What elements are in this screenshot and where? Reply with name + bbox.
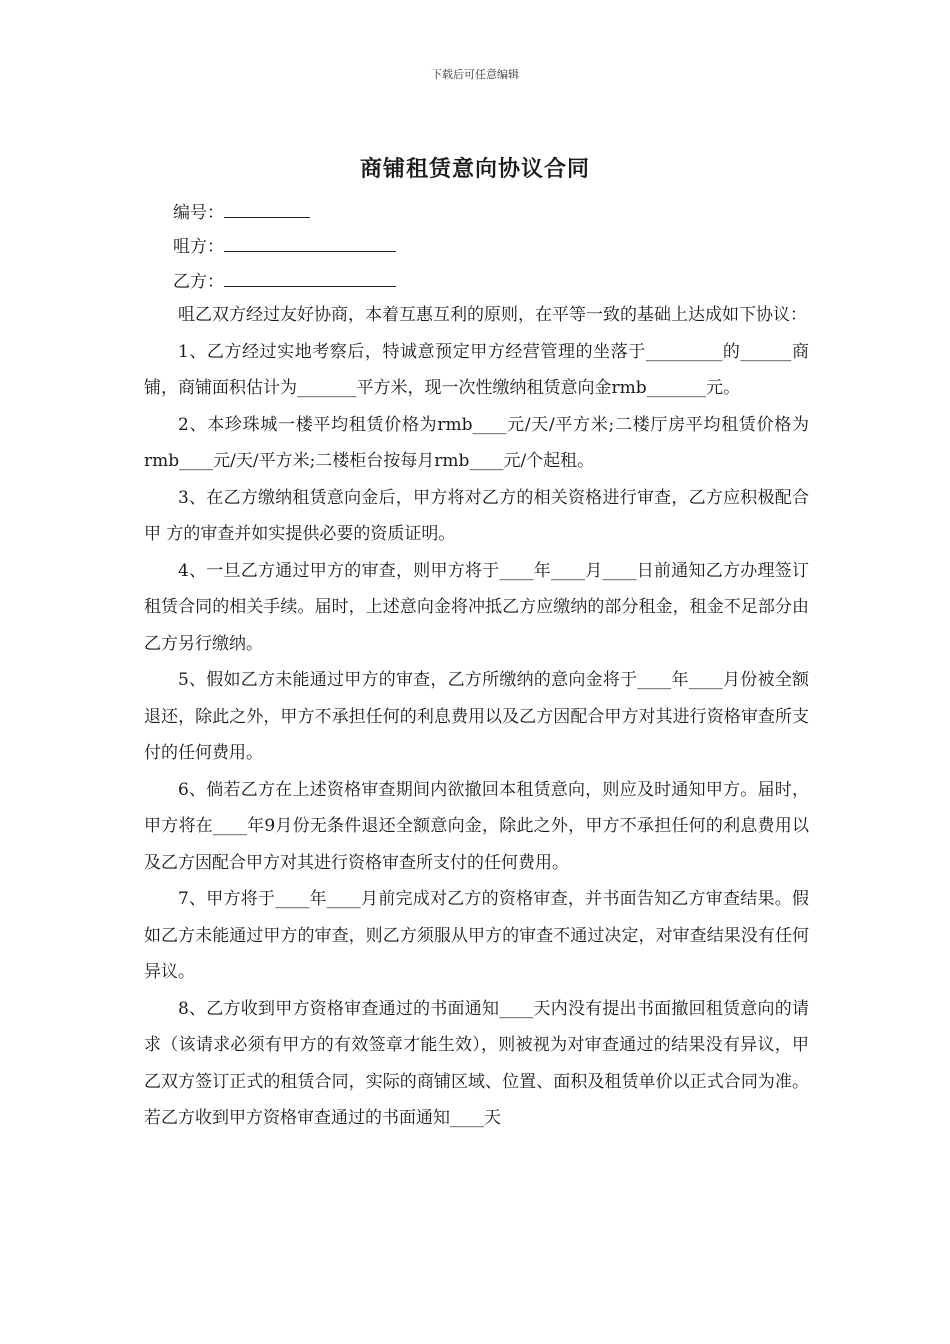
contract-body [144,297,809,1137]
document-title: 商铺租赁意向协议合同 [359,156,590,182]
party-a-field [173,235,396,258]
contract-number-field [173,201,310,224]
clause-2: 2、本珍珠城一楼平均租赁价格为rmb____元/天/平方米;二楼厅房平均租赁价格为rmb____元/天/平方米;二楼柜台按每月rmb____元/个起租。 [144,414,809,471]
clause-6: 6、倘若乙方在上述资格审查期间内欲撤回本租赁意向，则应及时通知甲方。届时，甲方将在____年9月份无条件退还全额意向金，除此之外，甲方不承担任何的利息费用以及乙方因配合甲方对其进行资格审查所支付的任何费用。 [144,779,809,873]
clause-7: 7、甲方将于____年____月前完成对乙方的资格审查，并书面告知乙方审查结果。假如乙方未能通过甲方的审查，则乙方须服从甲方的审查不通过决定，对审查结果没有任何异议。 [144,889,809,982]
party-a-blank [224,235,396,252]
clause-8: 8、乙方收到甲方资格审查通过的书面通知____天内没有提出书面撤回租赁意向的请求（该请求必须有甲方的有效签章才能生效），则被视为对审查通过的结果没有异议，甲乙双方签订正式的租赁合同，实际的商铺区域、位置、面积及租赁单价以正式合同为准。若乙方收到甲方资格审查通过的书面通知____天 [144,998,809,1128]
party-b-field [173,270,396,293]
party-a-label: 咀方： [173,237,224,257]
contract-number-label: 编号： [173,203,224,223]
clause-3: 3、在乙方缴纳租赁意向金后，甲方将对乙方的相关资格进行审查，乙方应积极配合甲 方的审查并如实提供必要的资质证明。 [144,487,809,544]
page-header-note: 下载后可任意编辑 [431,68,519,81]
contract-number-blank [224,201,310,218]
clause-1: 1、乙方经过实地考察后，特诚意预定甲方经营管理的坐落于_________的______商铺，商铺面积估计为_______平方米，现一次性缴纳租赁意向金rmb_______元。 [144,341,809,398]
party-b-blank [224,270,396,287]
party-b-label: 乙方： [173,272,224,292]
clause-4: 4、一旦乙方通过甲方的审查，则甲方将于____年____月____日前通知乙方办理签订租赁合同的相关手续。届时，上述意向金将冲抵乙方应缴纳的部分租金，租金不足部分由乙方另行缴纳。 [144,560,809,654]
preamble-paragraph: 咀乙双方经过友好协商，本着互惠互利的原则，在平等一致的基础上达成如下协议： [178,305,807,325]
clause-5: 5、假如乙方未能通过甲方的审查，乙方所缴纳的意向金将于____年____月份被全额退还，除此之外，甲方不承担任何的利息费用以及乙方因配合甲方对其进行资格审查所支付的任何费用。 [144,670,809,763]
